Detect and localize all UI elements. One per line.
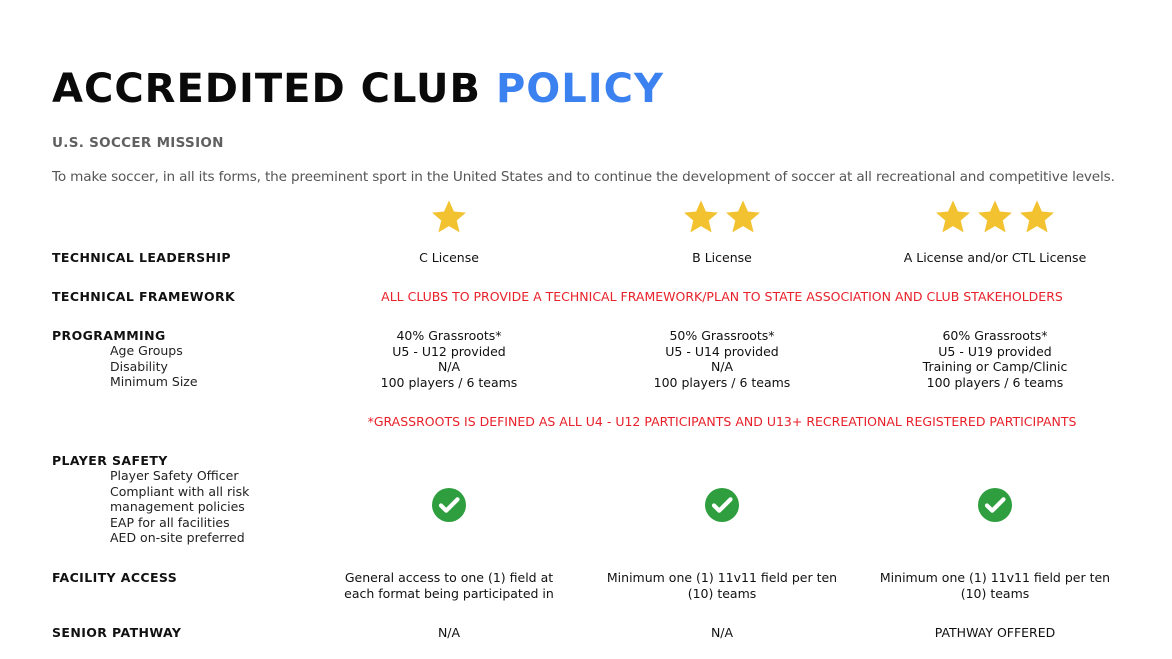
tier-2-senior-pathway: N/A <box>710 625 734 640</box>
star-icon <box>430 198 468 236</box>
tier-3-programming <box>875 328 1115 390</box>
row-label-technical-leadership: TECHNICAL LEADERSHIP <box>52 250 231 265</box>
row-label-technical-framework: TECHNICAL FRAMEWORK <box>52 289 236 304</box>
technical-framework-note: ALL CLUBS TO PROVIDE A TECHNICAL FRAMEWORK/PLAN TO STATE ASSOCIATION AND CLUB STAKEHOLDERS <box>381 289 1063 304</box>
programming-sublabels <box>110 343 198 390</box>
row-label-facility-access: FACILITY ACCESS <box>52 570 178 585</box>
sublabel-disability: Disability <box>110 358 168 374</box>
mission-statement: To make soccer, in all its forms, the preeminent sport in the United States and to continue the development of soccer at all recreational and competitive levels. <box>52 169 1115 185</box>
tier-3-stars <box>875 193 1115 241</box>
check-icon <box>704 487 740 523</box>
tier-1-facility-access: General access to one (1) field at each format being participated in <box>344 570 554 601</box>
star-icon <box>976 198 1014 236</box>
star-icon <box>934 198 972 236</box>
tier-2-stars <box>602 193 842 241</box>
tier-1-age-groups: U5 - U12 provided <box>392 343 506 359</box>
tier-2-technical-leadership: B License <box>692 250 752 265</box>
tier-1-grassroots: 40% Grassroots* <box>396 328 502 343</box>
check-icon <box>431 487 467 523</box>
row-label-senior-pathway: SENIOR PATHWAY <box>52 625 182 640</box>
row-label-programming: PROGRAMMING <box>52 328 166 343</box>
row-label-player-safety: PLAYER SAFETY <box>52 453 168 468</box>
star-icon <box>1018 198 1056 236</box>
sublabel-risk-policies: management policies <box>110 499 245 515</box>
tier-3-technical-leadership: A License and/or CTL License <box>903 250 1087 265</box>
tier-2-facility-access: Minimum one (1) 11v11 field per ten (10) teams <box>606 570 838 601</box>
sublabel-safety-officer: Player Safety Officer <box>110 468 239 483</box>
tier-3-minimum-size: 100 players / 6 teams <box>926 374 1064 390</box>
tier-3-grassroots: 60% Grassroots* <box>942 328 1048 343</box>
tier-2-minimum-size: 100 players / 6 teams <box>653 374 791 390</box>
tier-3-disability: Training or Camp/Clinic <box>922 359 1068 375</box>
grassroots-definition-note: *GRASSROOTS IS DEFINED AS ALL U4 - U12 PARTICIPANTS AND U13+ RECREATIONAL REGISTERED PARTICIPANTS <box>367 414 1077 429</box>
tier-1-programming <box>329 328 569 390</box>
tier-1-stars <box>329 193 569 241</box>
tier-3-player-safety <box>875 487 1115 523</box>
title-main: ACCREDITED CLUB <box>52 66 482 112</box>
tier-1-technical-leadership: C License <box>419 250 479 265</box>
player-safety-sublabels <box>110 468 249 546</box>
tier-3-senior-pathway: PATHWAY OFFERED <box>934 625 1056 640</box>
check-icon <box>977 487 1013 523</box>
sublabel-eap: EAP for all facilities <box>110 514 230 530</box>
tier-2-player-safety <box>602 487 842 523</box>
tier-2-grassroots: 50% Grassroots* <box>669 328 775 343</box>
star-icon <box>724 198 762 236</box>
tier-2-disability: N/A <box>710 359 734 375</box>
sublabel-minimum-size: Minimum Size <box>110 374 198 390</box>
tier-1-minimum-size: 100 players / 6 teams <box>380 374 518 390</box>
tier-3-age-groups: U5 - U19 provided <box>938 343 1052 359</box>
title-accent: POLICY <box>495 66 664 112</box>
tier-2-age-groups: U5 - U14 provided <box>665 343 779 359</box>
sublabel-age-groups: Age Groups <box>110 343 183 358</box>
sublabel-aed: AED on-site preferred <box>110 530 245 546</box>
tier-1-player-safety <box>329 487 569 523</box>
tier-2-programming <box>602 328 842 390</box>
tier-1-disability: N/A <box>437 359 461 375</box>
sublabel-risk-compliance: Compliant with all risk <box>110 483 250 499</box>
mission-heading: U.S. SOCCER MISSION <box>52 135 224 151</box>
star-icon <box>682 198 720 236</box>
page-title <box>52 66 664 112</box>
tier-3-facility-access: Minimum one (1) 11v11 field per ten (10) teams <box>879 570 1111 601</box>
tier-1-senior-pathway: N/A <box>437 625 461 640</box>
